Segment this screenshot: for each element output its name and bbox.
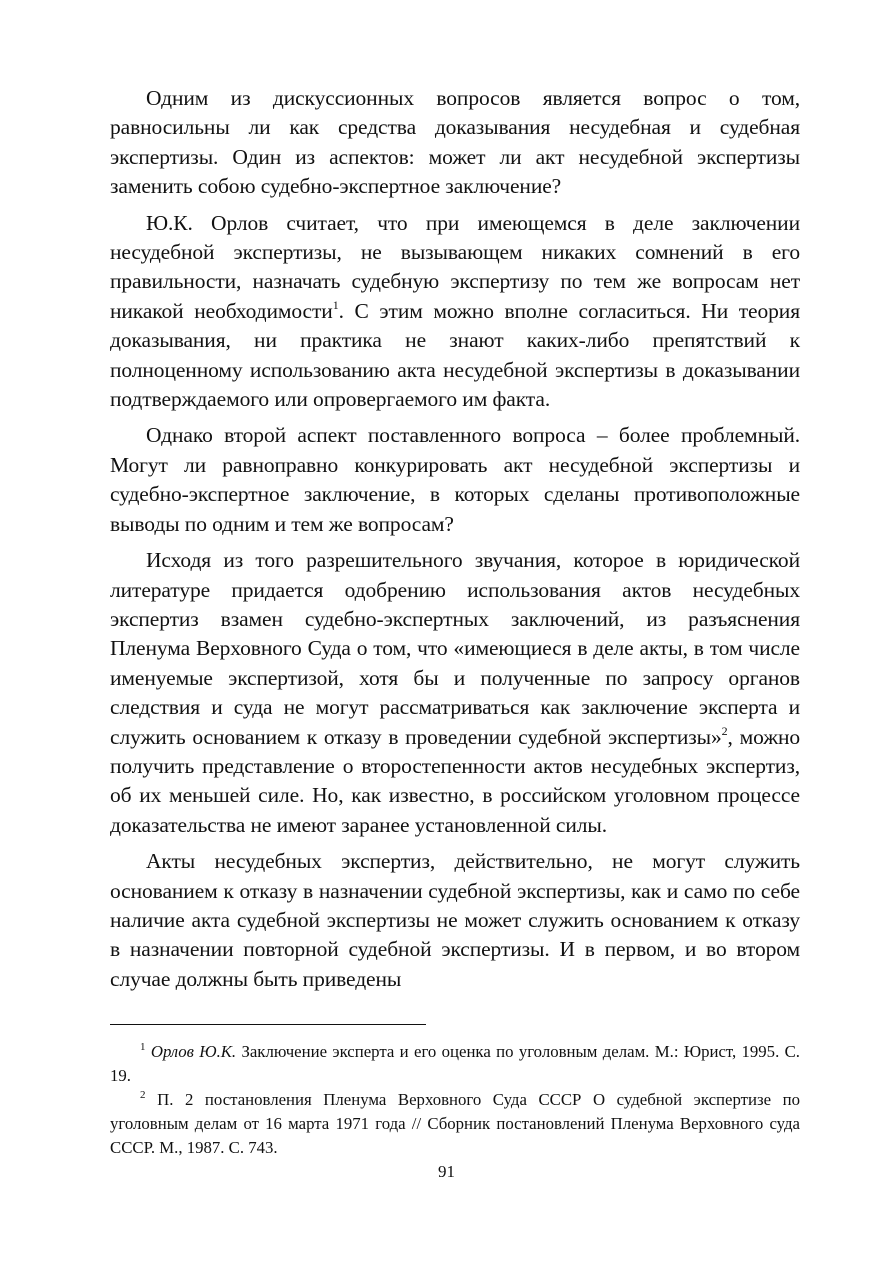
- footnote-2-number: 2: [140, 1089, 146, 1101]
- paragraph-1: [110, 84, 800, 202]
- footnotes: [110, 1040, 800, 1160]
- footnote-1-author: Орлов Ю.К.: [150, 1042, 237, 1061]
- paragraph-5-text: Акты несудебных экспертиз, действительно, не могут служить основанием к отказу в назначении судебной экспертизы, как и само по себе наличие акта судебной экспертизы не может служить основанием к отказу в назначении повторной судебной экспертизы. И в первом, и во втором случае должны быть приведены: [110, 849, 800, 991]
- footnote-ref-1: 1: [332, 297, 339, 312]
- paragraph-1-text: Одним из дискуссионных вопросов является вопрос о том, равносильны ли как средства доказывания несудебная и судебная экспертизы. Один из аспектов: может ли акт несудебной экспертизы заменить собою судебно-экспертное заключение?: [110, 86, 800, 199]
- footnote-divider: [110, 1024, 426, 1025]
- paragraph-2: [110, 209, 800, 415]
- footnote-ref-2: 2: [721, 723, 728, 738]
- footnote-1-number: 1: [140, 1041, 146, 1053]
- paragraph-3: [110, 421, 800, 539]
- page-body: [110, 84, 800, 994]
- page-number: 91: [438, 1162, 455, 1181]
- footnote-2-text: П. 2 постановления Пленума Верховного Суда СССР О судебной экспертизе по уголовным делам от 16 марта 1971 года // Сборник постановлений Пленума Верховного суда СССР. М., 1987. С. 743.: [110, 1090, 800, 1157]
- paragraph-4-text-after: , можно получить представление о второстепенности актов несудебных экспертиз, об их меньшей силе. Но, как известно, в российском уголовном процессе доказательства не имеют заранее установленной силы.: [110, 724, 801, 837]
- paragraph-5: [110, 847, 800, 994]
- paragraph-4-text-before: Исходя из того разрешительного звучания, которое в юридической литературе придается одобрению использования актов несудебных экспертиз взамен судебно-экспертных заключений, из разъяснения Пленума Верховного Суда о том, что «имеющиеся в деле акты, в том числе именуемые экспертизой, хотя бы и полученные по запросу органов следствия и суда не могут рассматриваться как заключение эксперта и служить основанием к отказу в проведении судебной экспертизы»: [110, 548, 800, 749]
- footnote-1: [110, 1040, 800, 1088]
- footnote-2: [110, 1088, 800, 1160]
- paragraph-3-text: Однако второй аспект поставленного вопроса – более проблемный. Могут ли равноправно конкурировать акт несудебной экспертизы и судебно-экспертное заключение, в которых сделаны противоположные выводы по одним и тем же вопросам?: [110, 423, 800, 536]
- paragraph-2-text-before: Ю.К. Орлов считает, что при имеющемся в деле заключении несудебной экспертизы, не вызывающем никаких сомнений в его правильности, назначать судебную экспертизу по тем же вопросам нет никакой необходимости: [110, 210, 800, 323]
- paragraph-2-text-after: . С этим можно вполне согласиться. Ни теория доказывания, ни практика не знают каких-либо препятствий к полноценному использованию акта несудебной экспертизы в доказывании подтверждаемого или опровергаемого им факта.: [110, 298, 800, 412]
- footnote-1-text: Заключение эксперта и его оценка по уголовным делам. М.: Юрист, 1995. С. 19.: [110, 1042, 800, 1085]
- paragraph-4: [110, 546, 800, 840]
- main-text: [110, 84, 800, 994]
